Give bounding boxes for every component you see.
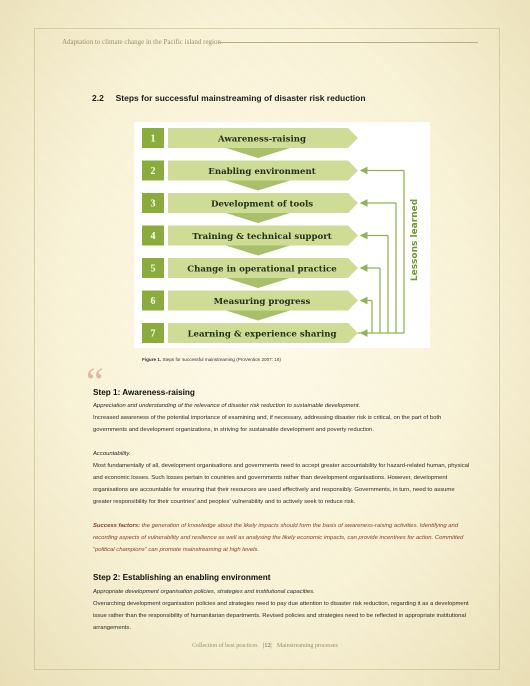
figure-caption-label: Figure 1. xyxy=(142,357,162,362)
running-header: Adaptation to climate change in the Pacific island region xyxy=(62,38,222,46)
step-label: Training & technical support xyxy=(192,232,332,242)
down-chevron-icon xyxy=(226,181,290,191)
section-title-text: Steps for successful mainstreaming of disaster risk reduction xyxy=(115,93,366,103)
step-label: Awareness-raising xyxy=(218,134,306,145)
step-number: 1 xyxy=(150,133,156,145)
step-label: Enabling environment xyxy=(208,167,316,177)
figure-caption xyxy=(142,357,281,362)
page-number: 12 xyxy=(264,643,271,649)
step-number: 2 xyxy=(150,166,156,177)
figure-caption-text: Steps for successful mainstreaming (ProVention 2007: 16) xyxy=(162,357,281,362)
success-factors-label: Success factors: xyxy=(93,523,141,529)
header-rule xyxy=(218,42,478,43)
success-factors-text: the generation of knowledge about the likely impacts should form the basis of awareness-raising activities. Identifying and recording aspects of vulnerability and resilience as well as analysing the likely economic impacts, can provide incentives for action. Committed “political champions” can promote mainstreaming at high levels. xyxy=(93,523,464,553)
down-chevron-icon xyxy=(226,246,290,256)
step2-paragraph: Overarching development organisation policies and strategies need to pay due attention to disaster risk reduction, regarding it as a development issue rather than the responsibility of humanitarian departments. Revised policies and strategies need to be reflected in appropriate institutional arrangements. xyxy=(93,601,469,631)
lessons-learned-label: Lessons learned xyxy=(410,198,420,282)
step-number: 3 xyxy=(150,198,156,210)
section-heading xyxy=(92,93,366,103)
success-factors xyxy=(93,520,473,556)
step2-title: Step 2: Establishing an enabling environment xyxy=(93,573,271,582)
down-chevron-icon xyxy=(226,213,290,223)
step-label: Measuring progress xyxy=(213,297,311,307)
accountability-paragraph: Most fundamentally of all, development organisations and governments need to accept greater accountability for hazard-related human, physical and economic losses. Such losses pertain to countries and governments rather than development organisations. However, development organisations are accountable for ensuring that their resources are used effectively and responsibly. Governments, in turn, need to assume greater responsibility for their countries' and peoples' vulnerability and to actively seek to reduce risk. xyxy=(93,463,470,505)
step1-paragraph: Increased awareness of the potential importance of examining and, if necessary, addressing disaster risk is critical, on the part of both governments and development organizations, in striving for sustainable development and poverty reduction. xyxy=(93,415,442,433)
page-footer: Collection of best practices |12| Mainstreaming processes xyxy=(192,643,338,649)
down-chevron-icon xyxy=(226,148,290,158)
accountability-label: Accountability. xyxy=(93,451,131,457)
step-number: 7 xyxy=(150,328,156,340)
step-number: 6 xyxy=(150,296,156,307)
down-chevron-icon xyxy=(226,278,290,288)
mainstreaming-steps-figure xyxy=(134,122,430,348)
step1-subtitle: Appreciation and understanding of the relevance of disaster risk reduction to sustainable development. xyxy=(93,403,361,409)
step-label: Development of tools xyxy=(210,199,314,210)
step1-title: Step 1: Awareness-raising xyxy=(93,388,195,397)
step-label: Learning & experience sharing xyxy=(187,329,337,340)
step-number: 5 xyxy=(150,263,156,275)
footer-left: Collection of best practices xyxy=(192,643,258,649)
step-label: Change in operational practice xyxy=(187,264,337,275)
section-number: 2.2 xyxy=(92,93,104,103)
step2-subtitle: Appropriate development organisation policies, strategies and institutional capacities. xyxy=(93,589,315,595)
down-chevron-icon xyxy=(226,311,290,321)
step-number: 4 xyxy=(150,231,156,242)
steps-diagram xyxy=(134,122,430,348)
footer-right: Mainstreaming processes xyxy=(277,643,338,649)
quote-mark-icon: “ xyxy=(86,359,104,404)
